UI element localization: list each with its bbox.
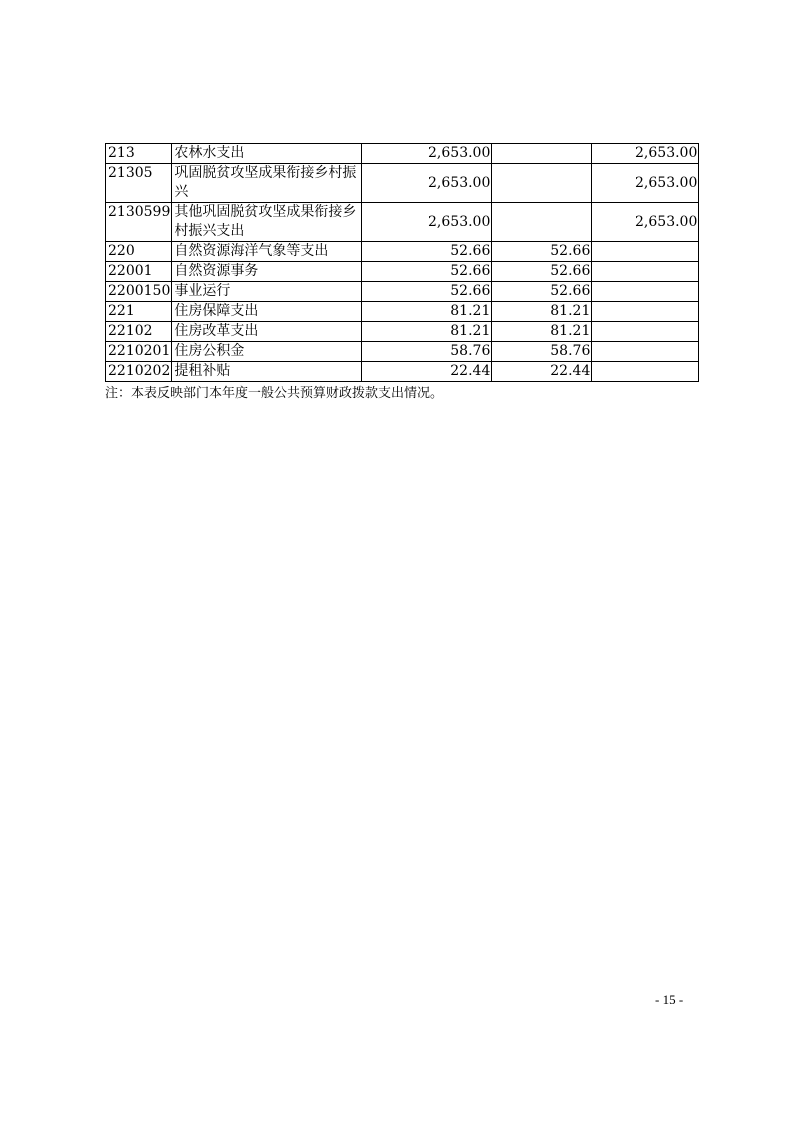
cell-name: 事业运行: [172, 282, 362, 302]
table-body: [106, 144, 699, 382]
table-row: [106, 164, 699, 203]
cell-project: [592, 342, 699, 362]
cell-basic: 52.66: [492, 242, 592, 262]
cell-total: 58.76: [362, 342, 492, 362]
cell-total: 52.66: [362, 262, 492, 282]
cell-name: 巩固脱贫攻坚成果衔接乡村振兴: [172, 164, 362, 203]
cell-project: [592, 262, 699, 282]
cell-basic: 52.66: [492, 282, 592, 302]
page-number: - 15 -: [655, 992, 684, 1007]
cell-total: 22.44: [362, 362, 492, 382]
cell-name: 提租补贴: [172, 362, 362, 382]
cell-basic: 81.21: [492, 322, 592, 342]
cell-name: 农林水支出: [172, 144, 362, 164]
cell-code: 2130599: [106, 203, 172, 242]
table-row: [106, 203, 699, 242]
cell-code: 2200150: [106, 282, 172, 302]
cell-basic: [492, 203, 592, 242]
cell-project: 2,653.00: [592, 144, 699, 164]
cell-basic: [492, 144, 592, 164]
cell-name: 住房保障支出: [172, 302, 362, 322]
cell-name: 住房改革支出: [172, 322, 362, 342]
cell-total: 52.66: [362, 242, 492, 262]
cell-name: 自然资源海洋气象等支出: [172, 242, 362, 262]
cell-basic: [492, 164, 592, 203]
cell-code: 2210201: [106, 342, 172, 362]
cell-basic: 52.66: [492, 262, 592, 282]
budget-expenditure-table: [105, 143, 699, 382]
cell-project: [592, 242, 699, 262]
table-row: [106, 362, 699, 382]
table-note: 注：本表反映部门本年度一般公共预算财政拨款支出情况。: [105, 386, 444, 401]
table-row: [106, 302, 699, 322]
cell-code: 2210202: [106, 362, 172, 382]
cell-basic: 58.76: [492, 342, 592, 362]
table-row: [106, 322, 699, 342]
table-row: [106, 342, 699, 362]
cell-total: 2,653.00: [362, 203, 492, 242]
cell-project: [592, 302, 699, 322]
cell-total: 2,653.00: [362, 144, 492, 164]
cell-total: 81.21: [362, 302, 492, 322]
table-row: [106, 242, 699, 262]
cell-project: [592, 322, 699, 342]
table-row: [106, 144, 699, 164]
cell-total: 81.21: [362, 322, 492, 342]
cell-code: 221: [106, 302, 172, 322]
cell-name: 其他巩固脱贫攻坚成果衔接乡村振兴支出: [172, 203, 362, 242]
table-row: [106, 282, 699, 302]
cell-code: 213: [106, 144, 172, 164]
cell-total: 2,653.00: [362, 164, 492, 203]
cell-project: 2,653.00: [592, 164, 699, 203]
cell-total: 52.66: [362, 282, 492, 302]
table-row: [106, 262, 699, 282]
cell-basic: 81.21: [492, 302, 592, 322]
cell-code: 22102: [106, 322, 172, 342]
cell-project: [592, 362, 699, 382]
cell-project: [592, 282, 699, 302]
cell-code: 220: [106, 242, 172, 262]
cell-code: 21305: [106, 164, 172, 203]
cell-name: 自然资源事务: [172, 262, 362, 282]
cell-code: 22001: [106, 262, 172, 282]
cell-project: 2,653.00: [592, 203, 699, 242]
cell-name: 住房公积金: [172, 342, 362, 362]
cell-basic: 22.44: [492, 362, 592, 382]
